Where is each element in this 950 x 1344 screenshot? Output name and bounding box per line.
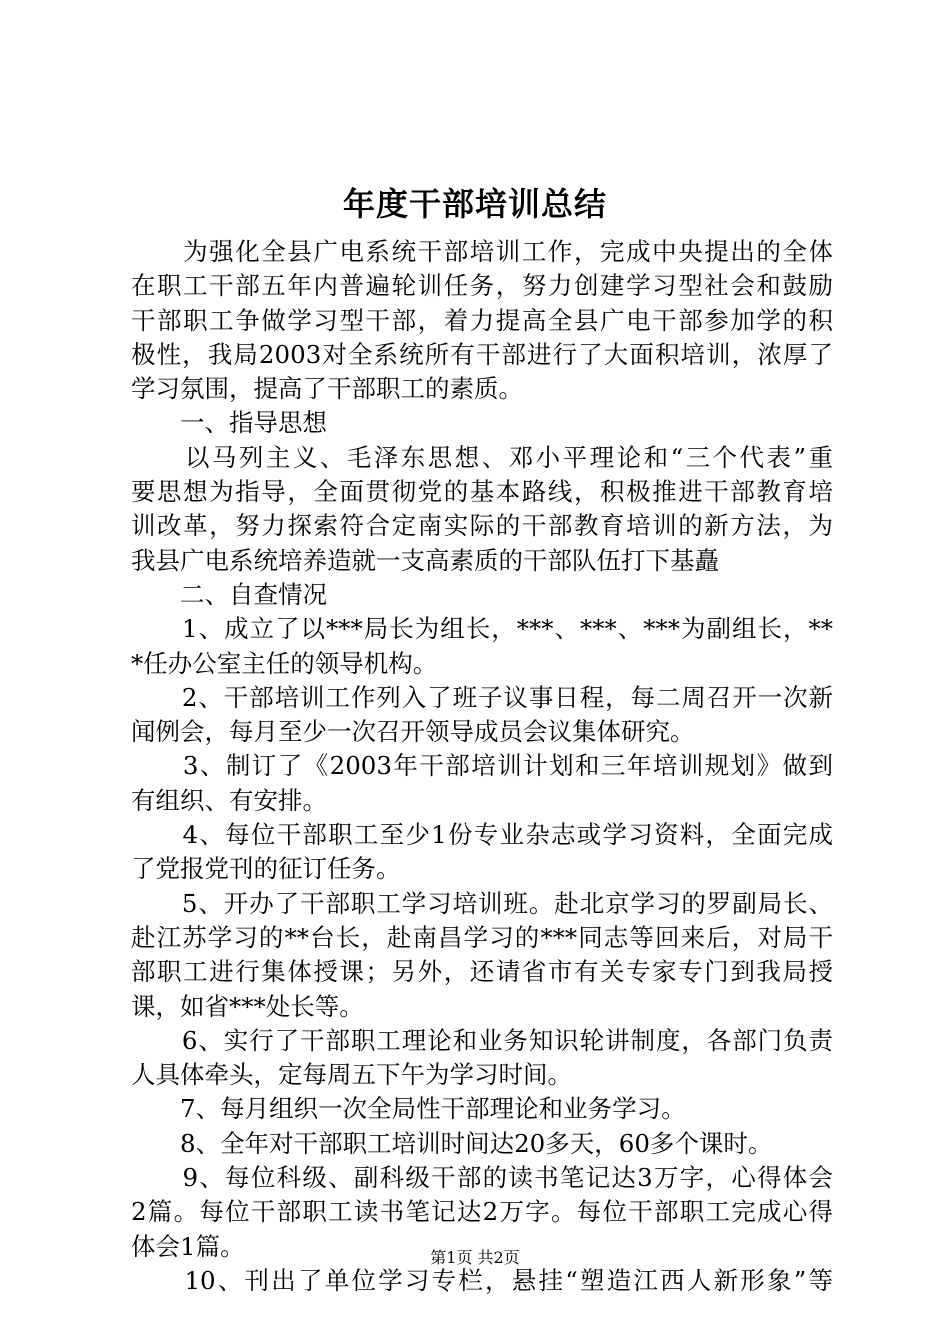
body-line: 9、每位科级、副科级干部的读书笔记达3万字，心得体会: [131, 1163, 833, 1193]
body-line: 2、干部培训工作列入了班子议事日程，每二周召开一次新: [131, 682, 833, 712]
document-title: 年度干部培训总结: [342, 185, 607, 223]
body-line: 以马列主义、毛泽东思想、邓小平理论和“三个代表”重: [131, 442, 833, 472]
body-line: 课，如省***处长等。: [131, 991, 364, 1021]
body-line: 6、实行了干部职工理论和业务知识轮讲制度，各部门负责: [131, 1025, 833, 1055]
body-line: 部职工进行集体授课；另外，还请省市有关专家专门到我局授: [131, 957, 833, 987]
body-line: 了党报党刊的征订任务。: [131, 854, 401, 884]
body-line: 4、每位干部职工至少1份专业杂志或学习资料，全面完成: [131, 820, 833, 850]
body-line: 3、制订了《2003年干部培训计划和三年培训规划》做到: [131, 751, 833, 781]
body-line: 8、全年对干部职工培训时间达20多天，60多个课时。: [131, 1128, 773, 1158]
body-line: 为强化全县广电系统干部培训工作，完成中央提出的全体: [131, 237, 833, 266]
body-line: 7、每月组织一次全局性干部理论和业务学习。: [131, 1094, 686, 1124]
body-line: 在职工干部五年内普遍轮训任务，努力创建学习型社会和鼓励: [131, 271, 833, 301]
body-line: 5、开办了干部职工学习培训班。赴北京学习的罗副局长、: [131, 888, 833, 918]
body-line: 有组织、有安排。: [131, 785, 327, 815]
body-line: 2篇。每位干部职工读书笔记达2万字。每位干部职工完成心得: [131, 1197, 833, 1227]
body-line: 闻例会，每月至少一次召开领导成员会议集体研究。: [131, 717, 695, 747]
body-line: 要思想为指导，全面贯彻党的基本路线，积极推进干部教育培: [131, 477, 833, 507]
body-line: 10、刊出了单位学习专栏，悬挂“塑造江西人新形象”等: [131, 1265, 833, 1295]
body-line: 一、指导思想: [131, 408, 327, 438]
body-line: 极性，我局2003对全系统所有干部进行了大面积培训，浓厚了: [131, 339, 833, 369]
document-body: [131, 235, 833, 1298]
body-line: *任办公室主任的领导机构。: [131, 648, 438, 678]
body-line: 二、自查情况: [131, 579, 327, 609]
body-line: 我县广电系统培养造就一支高素质的干部队伍打下基矗: [131, 545, 719, 575]
body-line: 干部职工争做学习型干部，着力提高全县广电干部参加学的积: [131, 305, 833, 335]
body-line: 训改革，努力探索符合定南实际的干部教育培训的新方法，为: [131, 511, 833, 541]
page-footer: 第1页 共2页: [430, 1248, 520, 1267]
body-line: 学习氛围，提高了干部职工的素质。: [131, 374, 523, 404]
body-line: 赴江苏学习的**台长，赴南昌学习的***同志等回来后，对局干: [131, 922, 833, 952]
body-line: 1、成立了以***局长为组长，***、***、***为副组长，**: [131, 614, 833, 644]
body-line: 人具体牵头，定每周五下午为学习时间。: [131, 1060, 572, 1090]
body-line: 体会1篇。: [131, 1231, 245, 1261]
